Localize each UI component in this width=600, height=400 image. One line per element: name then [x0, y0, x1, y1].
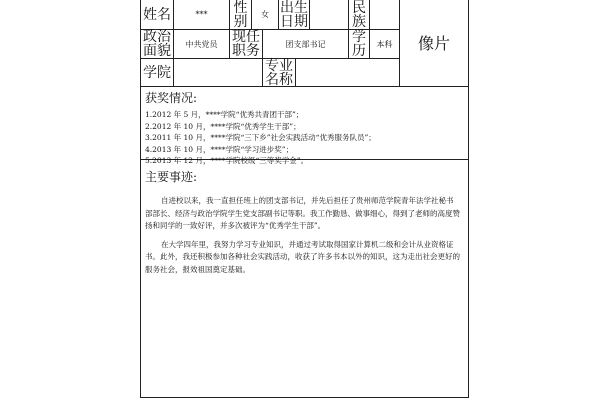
major-value [296, 59, 400, 87]
political-status-value: 中共党员 [174, 30, 230, 59]
ethnicity-value [370, 0, 400, 30]
award-item: 2.2012 年 10 月，****学院“优秀学生干部”； [145, 121, 301, 131]
gender-value: 女 [252, 0, 279, 30]
major-label: 专业名称 [263, 59, 296, 87]
awards-section [141, 87, 468, 166]
deeds-paragraph: 自进校以来，我一直担任班上的团支部书记，并先后担任了贵州师范学院青年法学社秘书部部长、经济与政治学院学生党支部副书记等职。我工作勤恳、做事细心，得到了老师的高度赞扬和同学的一致好评，并多次被评为“优秀学生干部”。 [145, 196, 460, 230]
education-label: 学历 [349, 30, 370, 59]
ethnicity-label: 民族 [349, 0, 370, 30]
application-form [140, 0, 469, 398]
awards-title: 获奖情况: [145, 91, 198, 105]
award-item: 4.2013 年 10 月，****学院“学习进步奖”； [145, 144, 294, 154]
award-item: 5.2013 年 12 月，****学院校级“三等奖学金”。 [145, 156, 309, 166]
political-status-label: 政治面貌 [141, 30, 174, 59]
deeds-title: 主要事迹: [145, 170, 198, 184]
name-value: *** [174, 0, 230, 30]
education-value: 本科 [370, 30, 400, 59]
award-item: 1.2012 年 5 月，****学院“优秀共青团干部”； [145, 110, 304, 119]
birth-date-value [310, 0, 349, 30]
deeds-paragraph: 在大学四年里，我努力学习专业知识，并通过考试取得国家计算机二级和会计从业资格证书。此外，我还积极参加各种社会实践活动，收获了许多书本以外的知识，这为走出社会更好的服务社会，报效祖国奠定基础。 [145, 239, 460, 274]
gender-label: 性别 [230, 0, 252, 30]
position-value: 团支部书记 [263, 30, 349, 59]
award-item: 3.2011 年 10 月，****学院“三下乡”社会实践活动“优秀服务队员”； [145, 133, 376, 143]
photo-placeholder: 像片 [400, 0, 468, 87]
basic-info-grid [141, 0, 468, 87]
college-label: 学院 [141, 59, 174, 87]
college-value [174, 59, 263, 87]
position-label: 现任职务 [230, 30, 263, 59]
birth-date-label: 出生日期 [280, 0, 308, 30]
deeds-section [141, 160, 468, 396]
name-label: 姓名 [141, 0, 174, 30]
